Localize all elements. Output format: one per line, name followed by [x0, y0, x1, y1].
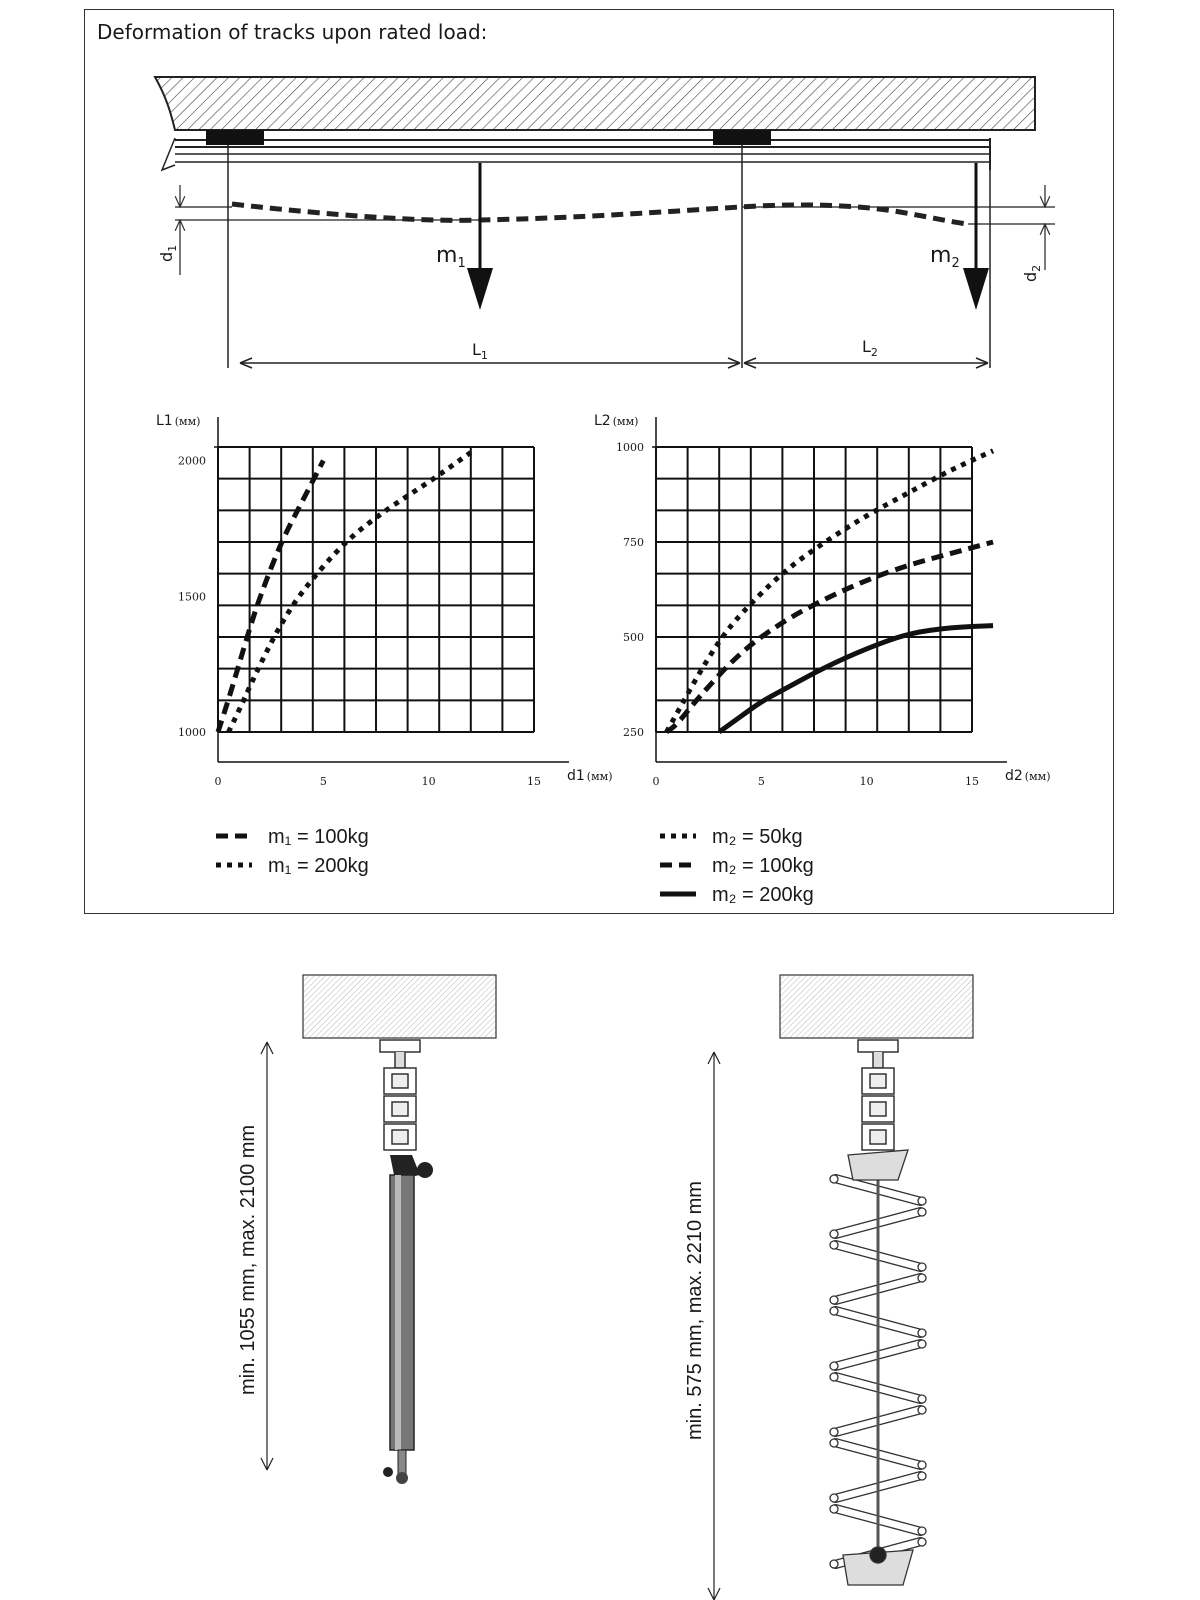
left-dimension-label: min. 1055 mm, max. 2100 mm [237, 1124, 259, 1395]
scissor-arms [830, 1150, 926, 1585]
d2-label: d [1021, 271, 1040, 282]
series-line-dashed [218, 461, 323, 732]
scissor-joint [918, 1472, 926, 1480]
y-axis-label: L1 (мм) [156, 413, 201, 429]
d1-sub: 1 [166, 244, 179, 252]
series-line-dotted [229, 452, 471, 732]
d2-sub: 2 [1030, 264, 1043, 272]
svg-text:L1 [472, 340, 488, 362]
left-connector-stack [380, 1040, 420, 1150]
scissor-joint [830, 1296, 838, 1304]
L2-label: L [862, 337, 871, 356]
right-dimension-label: min. 575 mm, max. 2210 mm [684, 1181, 706, 1440]
d1-dimension [157, 185, 480, 275]
m1-label: m [436, 243, 458, 268]
scissor-joint [830, 1230, 838, 1238]
m2-load-arrow [930, 163, 989, 310]
y-tick-label: 500 [623, 631, 644, 644]
x-tick-label: 15 [527, 775, 541, 788]
x-tick-label: 10 [859, 775, 874, 788]
scissor-joint [918, 1461, 926, 1469]
y-tick-label: 250 [623, 726, 644, 739]
y-axis-label: L2 (мм) [594, 413, 639, 429]
chart-l1-vs-d1 [156, 413, 613, 788]
scissor-joint [830, 1373, 838, 1381]
scissor-joint [830, 1494, 838, 1502]
scissor-top-clamp [848, 1150, 908, 1180]
x-tick-label: 5 [319, 775, 327, 788]
ceiling-beam [155, 77, 1035, 130]
scissor-joint [830, 1560, 838, 1568]
y-tick-label: 2000 [178, 454, 206, 468]
track-mount-right [713, 130, 771, 145]
grid [218, 447, 534, 732]
scissor-joint [918, 1538, 926, 1546]
y-tick-label: 1000 [616, 441, 644, 454]
scissor-joint [830, 1175, 838, 1183]
series-line-dotted [667, 451, 994, 732]
x-tick-label: 10 [421, 775, 436, 788]
right-scissor-pantograph [684, 975, 973, 1600]
svg-text:d2 [1021, 265, 1043, 282]
x-tick-label: 15 [965, 775, 979, 788]
scissor-joint [918, 1208, 926, 1216]
x-tick-label: 0 [652, 775, 660, 788]
y-tick-label: 1000 [178, 726, 206, 739]
L1-sub: 1 [480, 349, 488, 362]
series-line-solid [719, 626, 993, 732]
left-telescopic-pantograph [237, 975, 496, 1484]
y-tick-label: 1500 [178, 590, 206, 604]
grid [656, 447, 972, 732]
scissor-joint [830, 1439, 838, 1447]
legend-label: m₂ = 50kg [712, 826, 803, 848]
svg-text:m2 [930, 243, 960, 271]
scissor-joint [830, 1307, 838, 1315]
scissor-joint [830, 1505, 838, 1513]
x-axis-label: d1 (мм) [567, 768, 613, 784]
L2-dimension [744, 337, 988, 368]
legend-label: m₂ = 200kg [712, 884, 814, 906]
scissor-joint [830, 1428, 838, 1436]
scissor-joint [918, 1329, 926, 1337]
svg-text:d1 [157, 245, 179, 262]
track-rail [162, 130, 990, 170]
d2-dimension [742, 185, 1055, 282]
x-axis-label: d2 (мм) [1005, 768, 1051, 784]
y-tick-label: 750 [623, 536, 644, 549]
x-tick-label: 0 [214, 775, 222, 788]
scissor-joint [918, 1340, 926, 1348]
scissor-joint [918, 1406, 926, 1414]
legend-label: m₁ = 100kg [268, 826, 369, 848]
right-connector-stack [858, 1040, 898, 1150]
m1-load-arrow [436, 163, 493, 310]
scissor-joint [918, 1263, 926, 1271]
scissor-joint [918, 1395, 926, 1403]
legend-chart1 [216, 826, 369, 877]
scissor-joint [918, 1197, 926, 1205]
m2-label: m [930, 243, 952, 268]
scissor-joint [918, 1527, 926, 1535]
legend-chart2 [660, 826, 814, 906]
L1-dimension [240, 340, 740, 368]
chart-l2-vs-d2 [594, 413, 1051, 788]
m1-sub: 1 [457, 256, 466, 271]
scissor-knob [870, 1547, 886, 1563]
d1-label: d [157, 251, 176, 262]
x-tick-label: 5 [757, 775, 765, 788]
legend-label: m₂ = 100kg [712, 855, 814, 877]
svg-text:m1 [436, 243, 466, 271]
scissor-joint [830, 1362, 838, 1370]
svg-text:L2 [862, 337, 878, 359]
L1-label: L [472, 340, 481, 359]
legend-label: m₁ = 200kg [268, 855, 369, 877]
track-mount-left [206, 130, 264, 145]
figure-title: Deformation of tracks upon rated load: [97, 20, 488, 44]
scissor-joint [918, 1274, 926, 1282]
L2-sub: 2 [870, 346, 878, 359]
m2-sub: 2 [951, 256, 960, 271]
scissor-joint [830, 1241, 838, 1249]
